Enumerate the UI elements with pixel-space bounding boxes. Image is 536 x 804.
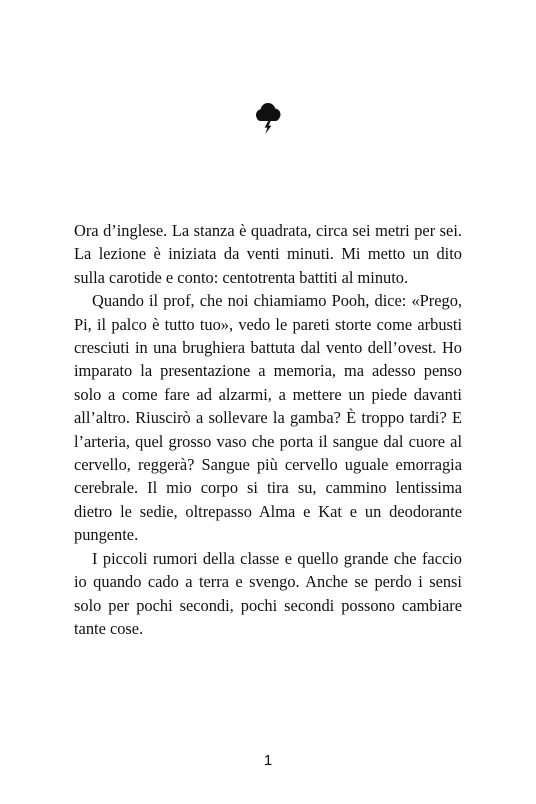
storm-cloud-lightning-icon [254,102,282,136]
paragraph-2: Quando il prof, che noi chiamiamo Pooh, dice: «Prego, Pi, il palco è tutto tuo», vedo le pareti storte come arbusti cresciuti in una brughiera battuta dal vento dell’ovest. Ho imparato la presentazione a memoria, ma adesso penso solo a come fare ad alzarmi, a mettere un piede davanti all’altro. Riuscirò a sollevare la gamba? È troppo tardi? E l’arteria, quel grosso vaso che porta il sangue dal cuore al cervello, reggerà? Sangue più cervello uguale emorragia cerebrale. Il mio corpo si tira su, cammino lentissima dietro le sedie, oltrepasso Alma e Kat e un deodorante pungente. [74,291,462,545]
page-number: 1 [263,752,273,769]
paragraph-1: Ora d’inglese. La stanza è quadrata, circa sei metri per sei. La lezione è iniziata da venti minuti. Mi metto un dito sulla carotide e conto: centotrenta battiti al minuto. [74,221,462,287]
paragraph-3: I piccoli rumori della classe e quello grande che faccio io quando cado a terra e svengo. Anche se perdo i sensi solo per pochi secondi, pochi secondi possono cambiare tante cose. [74,548,462,638]
chapter-text [74,219,462,640]
